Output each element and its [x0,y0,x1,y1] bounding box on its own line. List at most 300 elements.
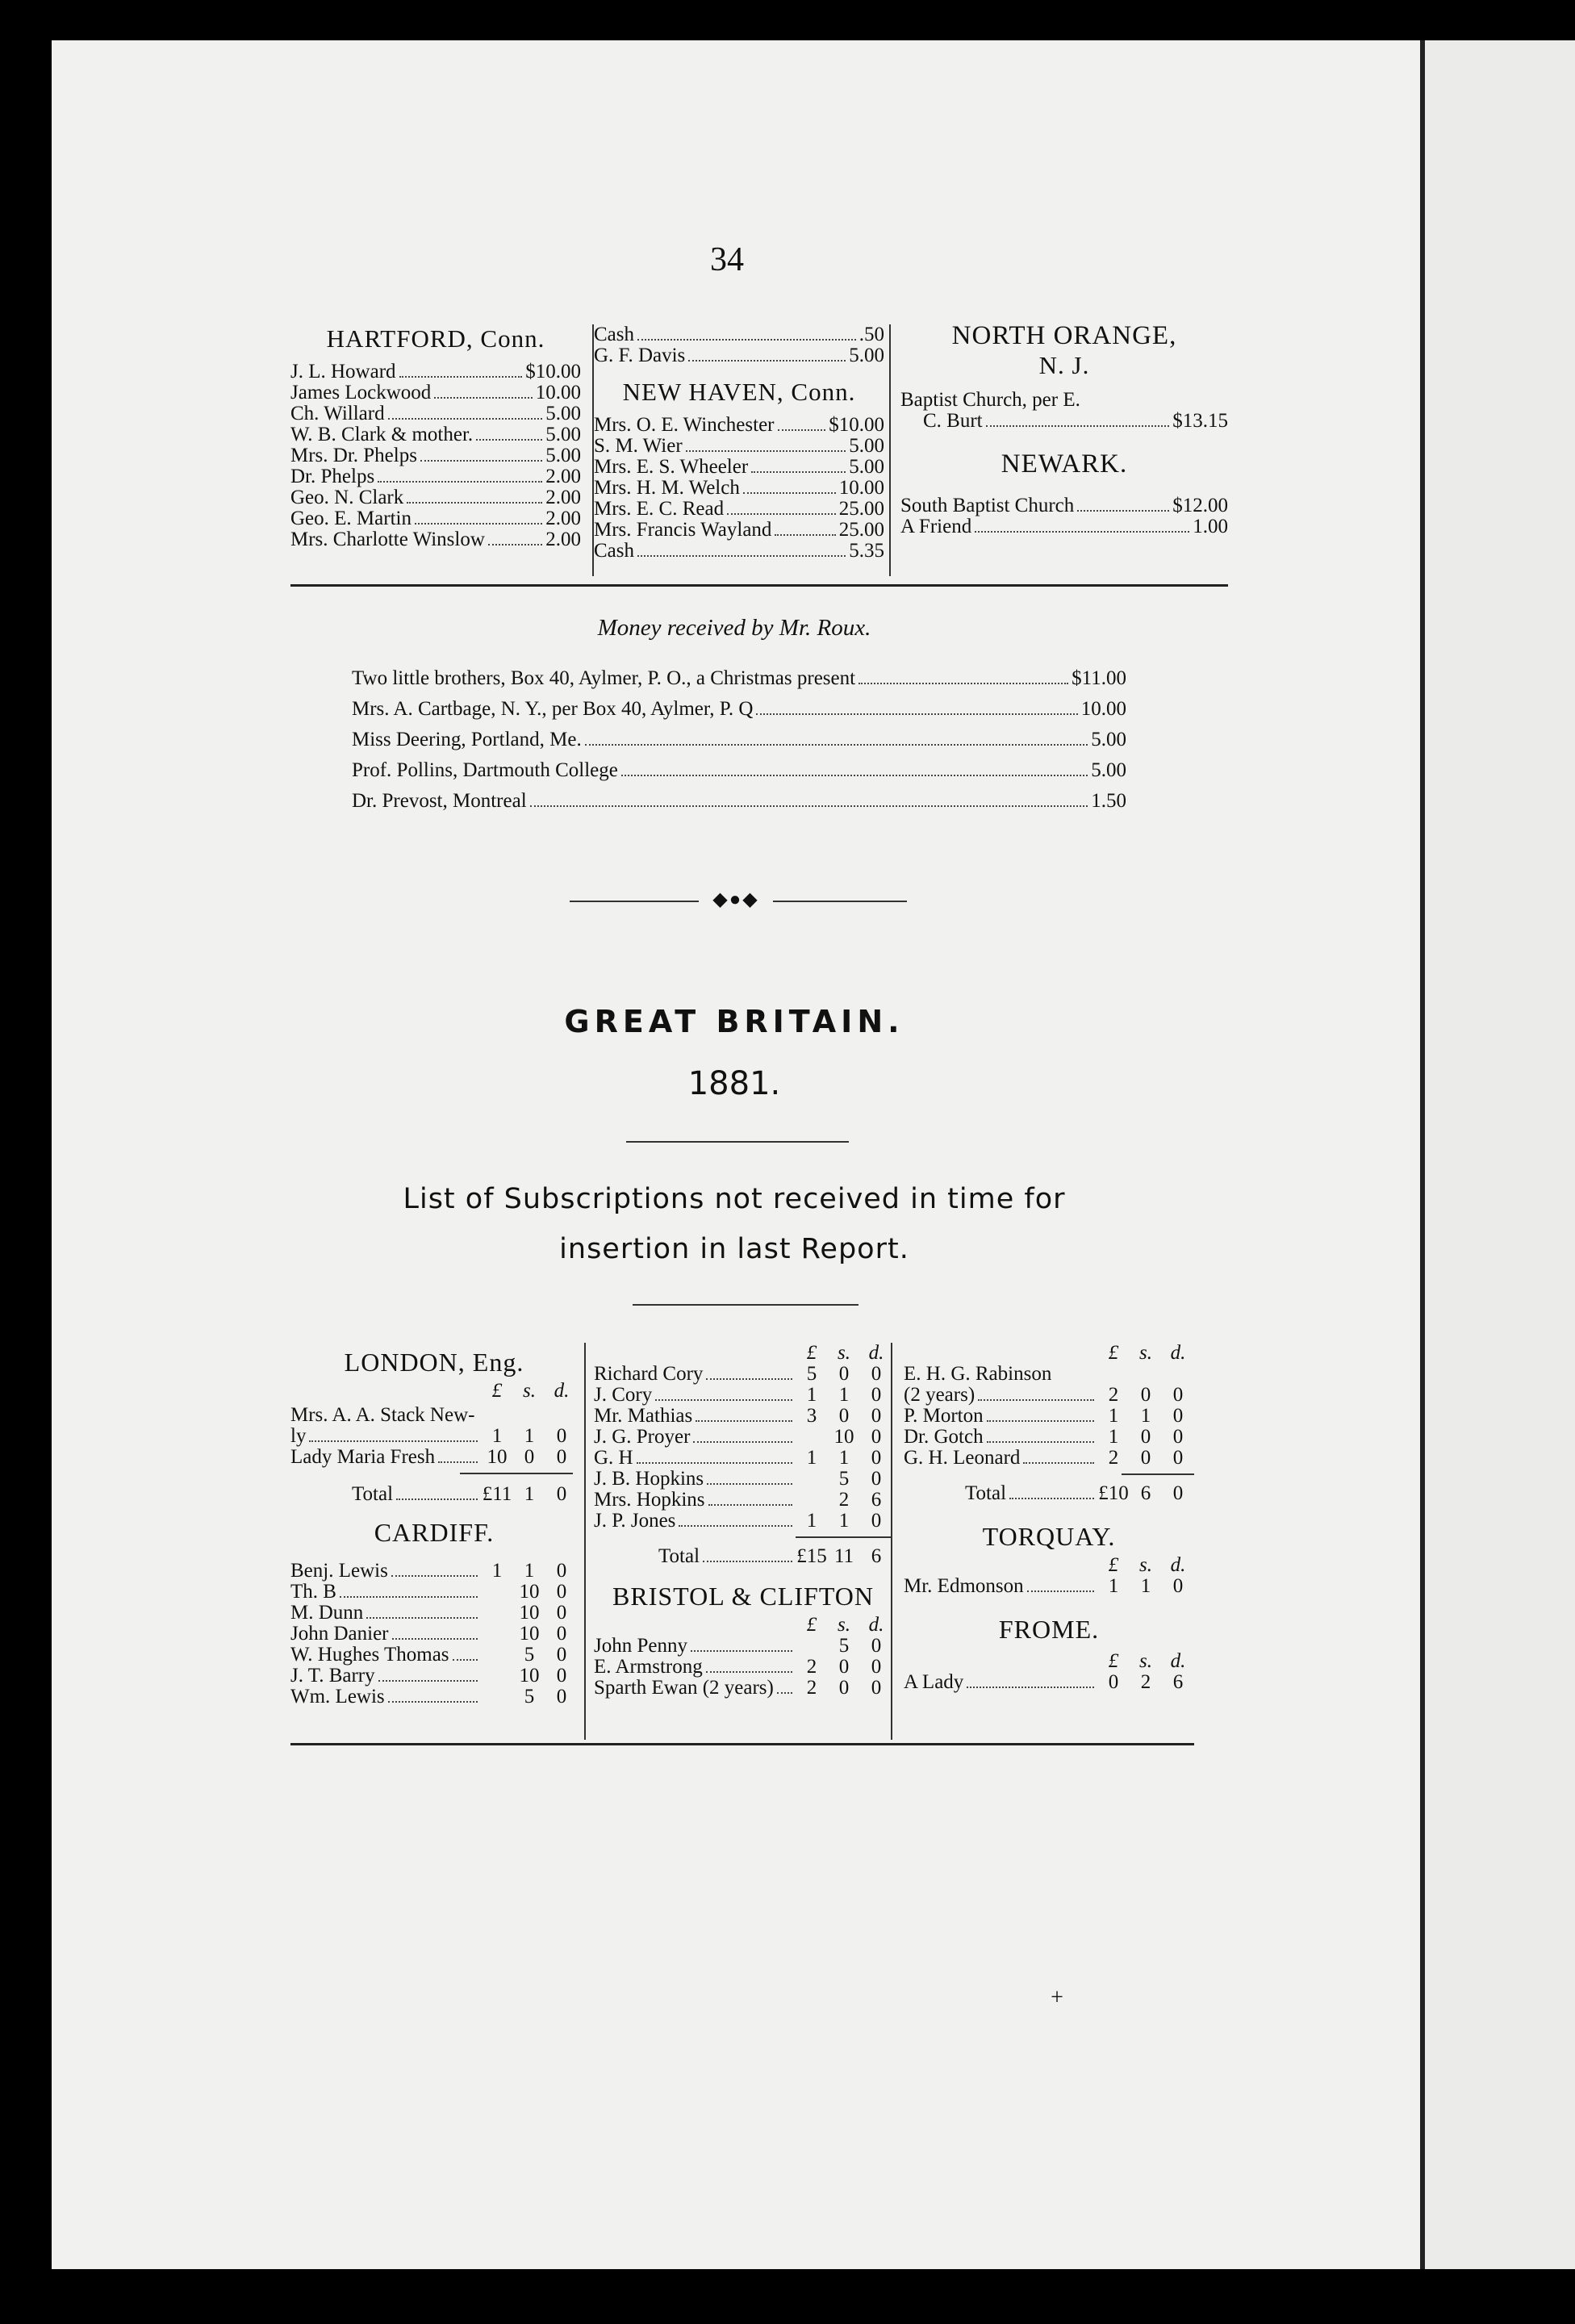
list-item [290,362,581,382]
entry-name: Mr. Edmonson [904,1575,1024,1597]
dot-leader [679,1525,792,1527]
north-orange-heading: NORTH ORANGE, [951,321,1177,350]
list-item [594,1490,892,1511]
amount-s: 0 [838,1677,850,1699]
dot-leader [378,1680,478,1682]
dot-leader [967,1687,1094,1688]
dot-leader [453,1659,478,1661]
list-item [290,1624,578,1645]
list-item [594,1636,892,1657]
amount-l: 1 [491,1560,503,1582]
entry-amount: 5.00 [545,445,581,466]
list-item [904,1672,1194,1693]
dot-leader [859,683,1068,684]
currency-header: £ s. d. [1108,1342,1186,1364]
list-item [594,520,884,541]
entry-name: Miss Deering, Portland, Me. [352,729,582,750]
right-column [904,1343,1194,1693]
amount-d: 0 [1172,1447,1184,1469]
list-item [594,1678,892,1699]
bristol-list [594,1636,892,1699]
dot-leader [637,339,856,341]
list-item [290,1447,578,1468]
amount-l: 2 [1108,1447,1119,1469]
list-item [594,1469,892,1490]
middle-top-list [594,324,884,366]
list-item [594,1427,892,1448]
dot-leader [399,376,523,378]
ornament-rule-right [773,901,907,902]
entry-amount: $10.00 [525,361,581,382]
amount-s: 0 [524,1446,535,1468]
bristol-heading: BRISTOL & CLIFTON [612,1582,874,1611]
list-item [290,1687,578,1707]
list-item [900,495,1228,516]
dot-leader [696,1420,792,1422]
entry-name: Dr. Phelps [290,466,375,487]
entry-amount: $12.00 [1172,495,1228,516]
list-item [290,529,581,550]
newark-heading: NEWARK. [1001,449,1128,479]
amount-d: 0 [556,1446,567,1468]
subtitle-line2: insertion in last Report. [559,1233,909,1265]
amount-s: 1 [838,1510,850,1532]
amount-s: 1 [838,1447,850,1469]
dot-leader [987,1441,1094,1443]
new-haven-column [594,324,884,562]
entry-name: John Penny [594,1635,687,1657]
amount-d: 0 [1172,1575,1184,1597]
dot-leader [751,471,846,473]
ornament-diamonds: ◆●◆ [712,889,759,910]
amount-d: 0 [871,1510,882,1532]
amount-d: 0 [871,1447,882,1469]
entry-amount: 5.00 [849,456,884,478]
list-item [290,1582,578,1603]
dot-leader [391,1575,478,1577]
london-heading: LONDON, Eng. [344,1348,524,1377]
new-haven-list [594,415,884,562]
roux-list [352,663,1126,817]
entry-name: John Danier [290,1623,389,1645]
entry-name: J. G. Proyer [594,1426,691,1448]
middle-column [594,1343,892,1699]
dot-leader [488,544,542,545]
list-item [290,403,581,424]
frome-heading: FROME. [998,1615,1100,1644]
year-rule [626,1141,849,1143]
entry-name: Geo. E. Martin [290,508,412,529]
currency-header: £ s. d. [806,1342,884,1364]
dot-leader [756,713,1077,715]
entry-name: A Friend [900,516,972,537]
right-list [904,1385,1194,1469]
list-item: Mrs. A. A. Stack New- [290,1404,475,1426]
right-total: Total £10 6 0 [965,1482,1184,1504]
amount-l: 3 [806,1405,817,1427]
entry-name: Geo. N. Clark [290,487,404,508]
entry-amount: 10.00 [838,477,884,499]
list-item [290,466,581,487]
london-total: Total £11 1 0 [352,1483,567,1505]
dot-leader [706,1378,792,1380]
section-rule [290,584,1228,587]
london-list [290,1426,578,1468]
list-item [594,478,884,499]
entry-name: (2 years) [904,1384,975,1406]
list-item [290,382,581,403]
amount-s: 0 [1140,1447,1151,1469]
list-item [904,1406,1194,1427]
dot-leader [743,492,836,494]
entry-amount: $11.00 [1072,667,1126,689]
list-item [290,487,581,508]
list-item [904,1385,1194,1406]
facing-page-strip [1425,40,1575,2269]
amount-s: 1 [1140,1405,1151,1427]
entry-amount: 10.00 [535,382,581,403]
hartford-heading: HARTFORD, Conn. [326,324,545,353]
amount-l: 1 [1108,1575,1119,1597]
entry-amount: 2.00 [545,529,581,550]
entry-amount: 25.00 [838,519,884,541]
entry-name: J. L. Howard [290,361,396,382]
entry-name: Prof. Pollins, Dartmouth College [352,759,618,781]
amount-s: 0 [838,1405,850,1427]
list-item [352,755,1126,786]
entry-name: J. P. Jones [594,1510,676,1532]
amount-s: 2 [1140,1671,1151,1693]
entry-amount: 5.00 [1091,729,1126,750]
entry-name: J. T. Barry [290,1665,375,1687]
amount-l: 1 [806,1384,817,1406]
torquay-list [904,1576,1194,1597]
entry-amount: 25.00 [838,498,884,520]
entry-name: Mrs. Charlotte Winslow [290,529,485,550]
currency-header: £ s. d. [1108,1554,1186,1576]
amount-d: 0 [556,1665,567,1687]
dot-leader [366,1617,478,1619]
entry-name: Sparth Ewan (2 years) [594,1677,774,1699]
entry-amount: $10.00 [829,414,884,436]
dot-leader [420,460,542,462]
list-item [290,1645,578,1666]
entry-name: G. F. Davis [594,345,686,366]
list-item [352,663,1126,694]
entry-amount: 5.00 [545,403,581,424]
amount-s: 5 [524,1644,535,1666]
list-item [594,541,884,562]
amount-d: 0 [556,1602,567,1624]
amount-s: 10 [519,1623,540,1645]
list-item [290,1426,578,1447]
entry-amount: .50 [859,324,884,345]
entry-amount: 5.00 [849,345,884,366]
year-heading: 1881. [687,1065,781,1102]
north-orange-column [900,321,1228,537]
amount-l: 2 [1108,1384,1119,1406]
list-item [904,1427,1194,1448]
entry-name: W. B. Clark & mother. [290,424,474,445]
dot-leader [621,775,1088,776]
entry-name: Mrs. A. Cartbage, N. Y., per Box 40, Aylmer, P. Q [352,698,754,720]
total-rule [796,1536,892,1538]
amount-d: 0 [871,1656,882,1678]
column-divider [584,1343,586,1740]
dot-leader [975,531,1189,533]
dot-leader [637,1462,792,1464]
dot-leader [585,744,1088,746]
amount-d: 0 [871,1405,882,1427]
amount-l: 2 [806,1677,817,1699]
total-rule [1122,1473,1194,1475]
dot-leader [476,439,542,441]
amount-s: 0 [1140,1384,1151,1406]
london-column [290,1348,578,1707]
dot-leader [388,418,543,420]
entry-name: G. H [594,1447,633,1469]
amount-s: 10 [519,1581,540,1603]
amount-s: 0 [1140,1426,1151,1448]
cardiff-heading: CARDIFF. [374,1518,495,1547]
amount-d: 6 [871,1489,882,1511]
ornament-rule-left [570,901,699,902]
amount-d: 0 [871,1635,882,1657]
entry-name: G. H. Leonard [904,1447,1021,1469]
list-item [594,345,884,366]
dot-leader [978,1399,1094,1401]
entry-name: E. Armstrong [594,1656,703,1678]
entry-name: South Baptist Church [900,495,1075,516]
entry-name: Benj. Lewis [290,1560,388,1582]
amount-d: 0 [556,1686,567,1707]
dot-leader [655,1399,792,1401]
currency-header: £ s. d. [491,1380,570,1402]
list-item [594,1448,892,1469]
middle-total: Total £15 11 6 [658,1545,882,1567]
dot-leader [392,1638,478,1640]
amount-s: 5 [524,1686,535,1707]
list-item [290,1666,578,1687]
new-haven-heading: NEW HAVEN, Conn. [622,378,856,406]
great-britain-title: GREAT BRITAIN. [564,1004,904,1039]
column-divider [891,1343,892,1740]
list-item [900,516,1228,537]
amount-l: 1 [491,1425,503,1447]
dot-leader [637,555,846,557]
amount-d: 0 [871,1426,882,1448]
dot-leader [706,1671,792,1673]
dot-leader [378,481,542,483]
dot-leader [407,502,542,504]
dot-leader [1027,1590,1094,1592]
amount-l: 2 [806,1656,817,1678]
entry-name: Richard Cory [594,1363,704,1385]
dot-leader [1023,1462,1094,1464]
dot-leader [530,805,1088,807]
amount-l: 10 [487,1446,508,1468]
list-item [290,445,581,466]
entry-name: Two little brothers, Box 40, Aylmer, P. O., a Christmas present [352,667,856,689]
amount-l: 1 [806,1447,817,1469]
entry-name: Mrs. Dr. Phelps [290,445,417,466]
subtitle-rule [633,1304,859,1306]
list-item [352,786,1126,817]
entry-name: Dr. Prevost, Montreal [352,790,527,812]
entry-name: Mrs. Francis Wayland [594,519,772,541]
amount-d: 0 [1172,1405,1184,1427]
entry-name: Mr. Mathias [594,1405,693,1427]
list-item [290,424,581,445]
list-item: Baptist Church, per E. [900,389,1080,411]
dot-leader [686,450,846,452]
amount-l: 0 [1108,1671,1119,1693]
amount-s: 5 [838,1635,850,1657]
entry-name: Lady Maria Fresh [290,1446,436,1468]
amount-l: 5 [806,1363,817,1385]
dot-leader [708,1504,792,1506]
entry-name: W. Hughes Thomas [290,1644,449,1666]
column-divider [889,324,891,576]
entry-amount: 5.35 [849,540,884,562]
entry-name: Th. B [290,1581,336,1603]
dot-leader [987,1420,1094,1422]
amount-d: 0 [556,1581,567,1603]
dot-leader [415,523,542,525]
list-item [594,1406,892,1427]
amount-s: 1 [524,1425,535,1447]
entry-amount: 1.00 [1193,516,1228,537]
hartford-list [290,362,581,550]
entry-name: S. M. Wier [594,435,683,457]
amount-s: 0 [838,1656,850,1678]
dot-leader [309,1440,478,1442]
amount-s: 1 [1140,1575,1151,1597]
list-item [594,1511,892,1532]
amount-s: 2 [838,1489,850,1511]
entry-amount: 5.00 [849,435,884,457]
entry-amount: 10.00 [1080,698,1126,720]
entry-name: Ch. Willard [290,403,385,424]
dot-leader [340,1596,478,1598]
entry-name: J. B. Hopkins [594,1468,704,1490]
amount-d: 0 [871,1384,882,1406]
entry-name: Mrs. H. M. Welch [594,477,740,499]
entry-name: Cash [594,324,634,345]
list-item [904,1448,1194,1469]
dot-leader [778,429,826,431]
dot-leader [693,1441,792,1443]
currency-header: £ s. d. [1108,1650,1186,1672]
entry-amount: 2.00 [545,466,581,487]
entry-name: Dr. Gotch [904,1426,984,1448]
entry-amount: 2.00 [545,487,581,508]
roux-heading: Money received by Mr. Roux. [597,615,871,641]
list-item [904,1576,1194,1597]
amount-d: 0 [556,1623,567,1645]
dot-leader [688,360,846,362]
amount-s: 5 [838,1468,850,1490]
subtitle-line1: List of Subscriptions not received in time for [403,1183,1066,1215]
entry-name: Cash [594,540,634,562]
amount-d: 0 [1172,1426,1184,1448]
entry-name: Mrs. E. C. Read [594,498,725,520]
currency-header: £ s. d. [806,1614,884,1636]
list-item: C. Burt $13.15 [923,410,1228,432]
entry-name: A Lady [904,1671,964,1693]
dot-leader [691,1650,792,1652]
amount-d: 0 [556,1644,567,1666]
entry-name: Mrs. E. S. Wheeler [594,456,749,478]
list-item [594,499,884,520]
entry-name: ly [290,1425,307,1447]
list-item [594,415,884,436]
list-item [594,457,884,478]
list-item: E. H. G. Rabinson [904,1363,1052,1385]
dot-leader [1077,510,1169,512]
list-item [290,1561,578,1582]
amount-d: 0 [556,1425,567,1447]
list-item [290,508,581,529]
page-number: 34 [710,241,744,278]
dot-leader [438,1461,478,1463]
cardiff-list [290,1561,578,1707]
entry-amount: 5.00 [1091,759,1126,781]
entry-amount: 1.50 [1091,790,1126,812]
amount-l: 1 [1108,1426,1119,1448]
list-item [594,1364,892,1385]
north-orange-state: N. J. [1038,351,1090,379]
list-item [594,1657,892,1678]
amount-d: 6 [1172,1671,1184,1693]
entry-name: P. Morton [904,1405,984,1427]
entry-name: Mrs. O. E. Winchester [594,414,775,436]
dot-leader [434,397,532,399]
entry-name: M. Dunn [290,1602,364,1624]
dot-leader [775,534,835,536]
amount-s: 10 [519,1602,540,1624]
amount-s: 10 [833,1426,854,1448]
list-item [594,1385,892,1406]
hartford-column [290,324,581,550]
amount-d: 0 [556,1560,567,1582]
dot-leader [388,1701,478,1703]
entry-name: Wm. Lewis [290,1686,385,1707]
list-item [352,725,1126,755]
entry-amount: 5.00 [545,424,581,445]
dot-leader [777,1692,792,1694]
entry-name: J. Cory [594,1384,653,1406]
entry-name: James Lockwood [290,382,432,403]
entry-name: Mrs. Hopkins [594,1489,705,1511]
amount-s: 0 [838,1363,850,1385]
middle-list [594,1364,892,1532]
amount-s: 1 [524,1560,535,1582]
amount-s: 10 [519,1665,540,1687]
amount-d: 0 [871,1468,882,1490]
amount-l: 1 [1108,1405,1119,1427]
amount-d: 0 [871,1677,882,1699]
dot-leader [727,513,836,515]
list-item [352,694,1126,725]
torquay-heading: TORQUAY. [982,1522,1116,1551]
amount-l: 1 [806,1510,817,1532]
amount-d: 0 [1172,1384,1184,1406]
frome-list [904,1672,1194,1693]
newark-list [900,495,1228,537]
bottom-rule [290,1743,1194,1745]
amount-s: 1 [838,1384,850,1406]
